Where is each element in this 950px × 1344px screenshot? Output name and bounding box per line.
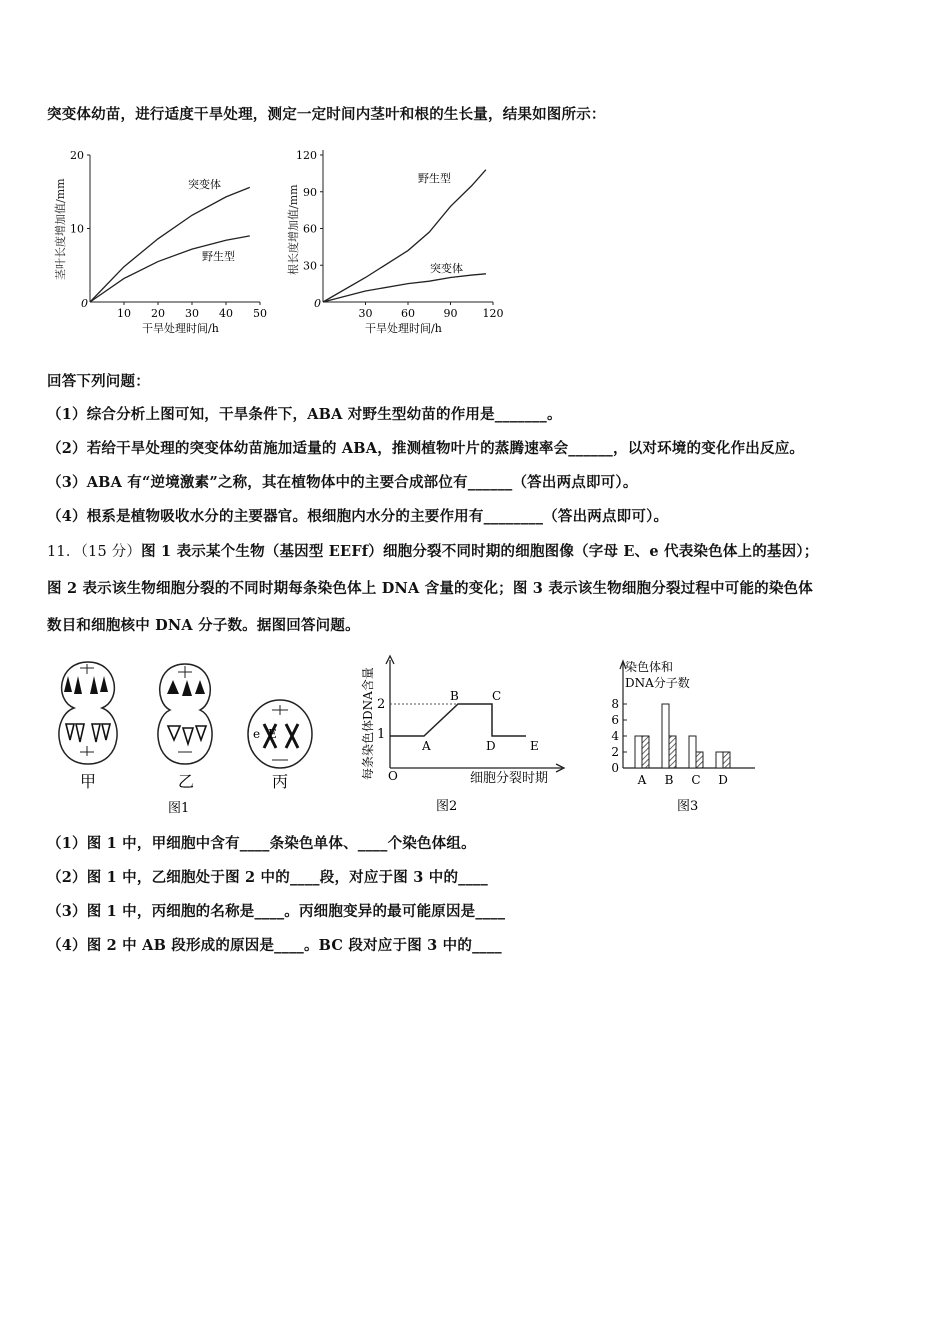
point-label-A: A: [422, 739, 431, 753]
ytick-label: 60: [303, 222, 317, 236]
q10-item-3: （3）ABA 有“逆境激素”之称，其在植物体中的主要合成部位有______（答出两点即可）。: [47, 474, 638, 491]
ytick-label: 10: [70, 222, 84, 236]
xtick-label: 40: [219, 307, 233, 320]
q10-item-4: （4）根系是植物吸收水分的主要器官。根细胞内水分的主要作用有________（答出两点即可）。: [47, 508, 669, 525]
ytick-label: 6: [611, 713, 619, 727]
q11-stem-line-2: 图 2 表示该生物细胞分裂的不同时期每条染色体上 DNA 含量的变化；图 3 表示该生物细胞分裂过程中可能的染色体: [47, 580, 813, 597]
dna-content-line: [390, 704, 526, 736]
xtick-label: 50: [253, 307, 267, 320]
series-line-野生型: [90, 236, 250, 302]
category-label-A: A: [637, 773, 647, 787]
ytick-label: 8: [611, 697, 619, 711]
cell-bing-label: 丙: [272, 772, 289, 791]
stem-graph-ylabel: 茎叶长度增加值/mm: [54, 178, 67, 280]
stem-graph-mutant-label: 突变体: [188, 178, 221, 191]
cell-jia-label: 甲: [80, 772, 97, 791]
category-label-B: B: [664, 773, 674, 787]
fig3-ylabel-2: DNA分子数: [625, 676, 690, 690]
point-label-D: D: [486, 739, 496, 753]
q11-stem-text-1: 图 1 表示某个生物（基因型 EEFf）细胞分裂不同时期的细胞图像（字母 E、e 代表染色体上的基因）；: [141, 543, 819, 560]
bar-D-染色体: [716, 752, 723, 768]
fig2-origin: O: [388, 769, 398, 783]
q10-prompt: 回答下列问题：: [47, 373, 150, 390]
xtick-label: 30: [185, 307, 199, 320]
point-label-E: E: [530, 739, 539, 753]
fig2-ytick-1: 1: [377, 727, 386, 742]
category-label-D: D: [718, 773, 728, 787]
root-graph-wild-label: 野生型: [418, 172, 451, 185]
bar-C-DNA分子: [696, 752, 703, 768]
ytick-label: 90: [303, 185, 317, 199]
xtick-label: 30: [358, 307, 373, 320]
bar-B-DNA分子: [669, 736, 676, 768]
xtick-label: 10: [117, 307, 131, 320]
q11-item-3: （3）图 1 中，丙细胞的名称是____。丙细胞变异的最可能原因是____: [47, 903, 506, 920]
ytick-label: 2: [611, 745, 619, 759]
xtick-label: 90: [443, 307, 458, 320]
gene-E-label: E: [268, 727, 277, 741]
fig2-ylabel: 每条染色体DNA含量: [361, 667, 375, 780]
bar-A-DNA分子: [642, 736, 649, 768]
root-graph-ylabel: 根长度增加值/mm: [287, 184, 300, 275]
intro-text: 突变体幼苗，进行适度干旱处理，测定一定时间内茎叶和根的生长量，结果如图所示：: [47, 106, 606, 123]
cell-yi-label: 乙: [178, 772, 195, 791]
bar-C-染色体: [689, 736, 696, 768]
figure-1-cells: [50, 652, 330, 826]
stem-graph-xlabel: 干旱处理时间/h: [142, 322, 219, 335]
ytick-label: 120: [296, 149, 317, 162]
q11-item-4: （4）图 2 中 AB 段形成的原因是____。BC 段对应于图 3 中的____: [47, 937, 502, 954]
figure-1-caption: 图1: [168, 801, 190, 816]
root-graph-xlabel: 干旱处理时间/h: [365, 322, 442, 335]
root-graph-mutant-label: 突变体: [430, 262, 463, 275]
stem-growth-graph: [50, 140, 270, 344]
xtick-label: 20: [151, 307, 165, 320]
bar-D-DNA分子: [723, 752, 730, 768]
point-label-B: B: [450, 689, 459, 703]
root-graph-origin: 0: [314, 297, 321, 310]
point-label-C: C: [492, 689, 502, 703]
q10-item-1: （1）综合分析上图可知，干旱条件下，ABA 对野生型幼苗的作用是_______。: [47, 406, 562, 423]
gene-e-label: e: [253, 727, 261, 741]
q11-score: （15 分）: [80, 544, 142, 560]
q10-item-2: （2）若给干旱处理的突变体幼苗施加适量的 ABA，推测植物叶片的蒸腾速率会______，以对环境的变化作出反应。: [47, 440, 805, 457]
root-growth-graph: [283, 140, 503, 344]
cell-jia: [59, 662, 117, 764]
ytick-label: 30: [303, 259, 317, 273]
fig2-xlabel: 细胞分裂时期: [470, 771, 549, 786]
cell-yi: [158, 664, 212, 764]
category-label-C: C: [691, 773, 701, 787]
xtick-label: 120: [482, 307, 503, 320]
figure-2-dna-graph: [352, 650, 572, 824]
fig3-ylabel-1: 染色体和: [625, 660, 674, 674]
q11-item-1: （1）图 1 中，甲细胞中含有____条染色单体、____个染色体组。: [47, 835, 476, 852]
stem-graph-wild-label: 野生型: [202, 250, 235, 263]
figure-3-bar-chart: [605, 655, 775, 824]
figure-3-caption: 图3: [677, 799, 699, 814]
fig2-ytick-2: 2: [377, 697, 386, 712]
q11-stem-line-3: 数目和细胞核中 DNA 分子数。据图回答问题。: [47, 617, 360, 634]
series-line-野生型: [323, 170, 486, 302]
q11-item-2: （2）图 1 中，乙细胞处于图 2 中的____段，对应于图 3 中的____: [47, 869, 488, 886]
bar-B-染色体: [662, 704, 669, 768]
q11-stem-line-1: [47, 540, 818, 561]
stem-graph-origin: 0: [81, 297, 88, 310]
q11-number: 11．: [47, 544, 81, 560]
ytick-label: 20: [70, 149, 84, 162]
xtick-label: 60: [401, 307, 415, 320]
bar-A-染色体: [635, 736, 642, 768]
ytick-label: 0: [611, 761, 619, 775]
ytick-label: 4: [611, 729, 619, 743]
figure-2-caption: 图2: [436, 799, 458, 814]
